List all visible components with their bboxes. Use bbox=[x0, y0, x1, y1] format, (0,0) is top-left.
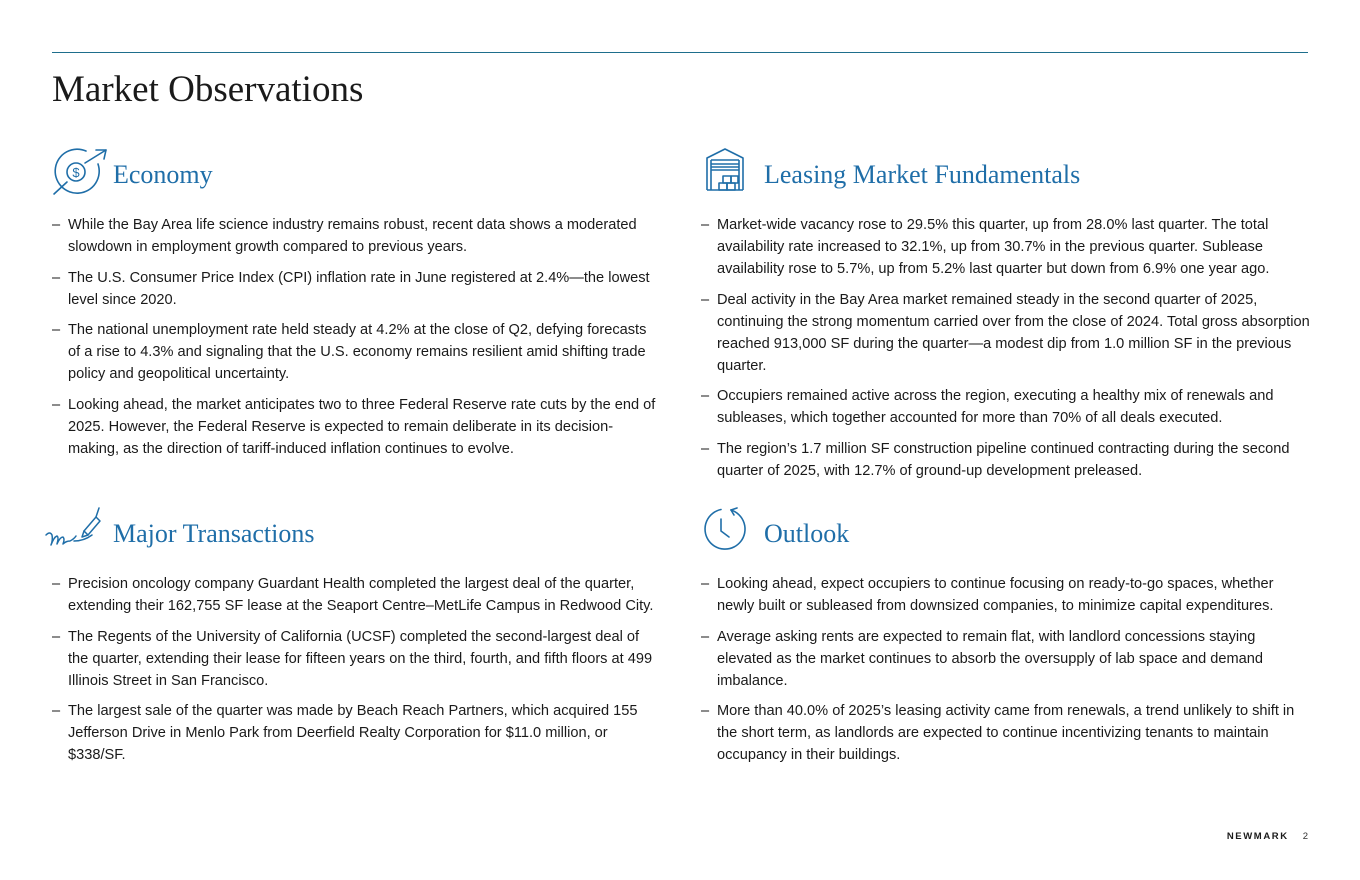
outlook-bullet: – More than 40.0% of 2025’s leasing activity came from renewals, a trend unlikely to shift in the short term, as landlords are expected to continue incentivizing tenants to maintain occupancy in their buildings. bbox=[701, 700, 1313, 766]
dollar-growth-icon bbox=[52, 146, 110, 200]
transactions-section bbox=[52, 503, 660, 775]
outlook-bullet: – Average asking rents are expected to remain flat, with landlord concessions staying elevated as the market continues to absorb the oversupply of lab space and demand imbalance. bbox=[701, 626, 1313, 692]
leasing-bullet: – The region’s 1.7 million SF construction pipeline continued contracting during the second quarter of 2025, with 12.7% of ground-up development preleased. bbox=[701, 438, 1313, 482]
leasing-title: Leasing Market Fundamentals bbox=[764, 160, 1081, 189]
signature-pen-icon bbox=[44, 505, 104, 555]
outlook-section bbox=[701, 503, 1313, 775]
leasing-bullet-list bbox=[701, 214, 1313, 482]
clock-refresh-icon bbox=[701, 505, 749, 555]
outlook-header bbox=[701, 503, 1313, 559]
transactions-bullet: – Precision oncology company Guardant Health completed the largest deal of the quarter, extending their 162,755 SF lease at the Seaport Centre–MetLife Campus in Redwood City. bbox=[52, 573, 660, 617]
leasing-bullet: – Occupiers remained active across the region, executing a healthy mix of renewals and subleases, which together accounted for more than 70% of all deals executed. bbox=[701, 385, 1313, 429]
economy-bullet: – Looking ahead, the market anticipates two to three Federal Reserve rate cuts by the end of 2025. However, the Federal Reserve is expected to remain deliberate in its decision-making, as the direction of tariff-induced inflation continues to evolve. bbox=[52, 394, 660, 460]
outlook-bullet-list bbox=[701, 573, 1313, 766]
brand-logo: NEWMARK bbox=[1226, 831, 1289, 842]
economy-title: Economy bbox=[113, 160, 213, 189]
economy-bullet: – The U.S. Consumer Price Index (CPI) inflation rate in June registered at 2.4%—the lowest level since 2020. bbox=[52, 267, 660, 311]
svg-text:$: $ bbox=[72, 165, 80, 180]
transactions-title: Major Transactions bbox=[113, 519, 315, 548]
economy-section bbox=[52, 144, 660, 468]
transactions-header bbox=[52, 503, 660, 559]
outlook-bullet: – Looking ahead, expect occupiers to continue focusing on ready-to-go spaces, whether newly built or subleased from downsized companies, to minimize capital expenditures. bbox=[701, 573, 1313, 617]
economy-bullet: – The national unemployment rate held steady at 4.2% at the close of Q2, defying forecasts of a rise to 4.3% and signaling that the U.S. economy remains resilient amid shifting trade policy and geopolitical uncertainty. bbox=[52, 319, 660, 385]
outlook-title: Outlook bbox=[764, 519, 850, 548]
transactions-bullet: – The Regents of the University of California (UCSF) completed the second-largest deal of the quarter, extending their lease for fifteen years on the third, fourth, and fifth floors at 499 Illinois Street in San Francisco. bbox=[52, 626, 660, 692]
page-footer bbox=[1227, 831, 1308, 842]
leasing-header bbox=[701, 144, 1313, 200]
economy-bullet: – While the Bay Area life science industry remains robust, recent data shows a moderated slowdown in employment growth compared to previous years. bbox=[52, 214, 660, 258]
leasing-bullet: – Deal activity in the Bay Area market remained steady in the second quarter of 2025, continuing the strong momentum carried over from the close of 2024. Total gross absorption reached 913,000 SF during the quarter—a modest dip from 1.0 million SF in the previous quarter. bbox=[701, 289, 1313, 377]
economy-bullet-list bbox=[52, 214, 660, 460]
leasing-section bbox=[701, 144, 1313, 490]
warehouse-icon bbox=[701, 146, 749, 194]
page-title: Market Observations bbox=[52, 69, 364, 110]
page-number: 2 bbox=[1302, 831, 1308, 842]
transactions-bullet-list bbox=[52, 573, 660, 766]
top-divider bbox=[52, 52, 1308, 53]
transactions-bullet: – The largest sale of the quarter was made by Beach Reach Partners, which acquired 155 Jefferson Drive in Menlo Park from Deerfield Realty Corporation for $11.0 million, or $338/SF. bbox=[52, 700, 660, 766]
leasing-bullet: – Market-wide vacancy rose to 29.5% this quarter, up from 28.0% last quarter. The total availability rate increased to 32.1%, up from 30.7% in the previous quarter. Sublease availability rose to 5.7%, up from 5.2% last quarter but down from 6.9% one year ago. bbox=[701, 214, 1313, 280]
economy-header bbox=[52, 144, 660, 200]
